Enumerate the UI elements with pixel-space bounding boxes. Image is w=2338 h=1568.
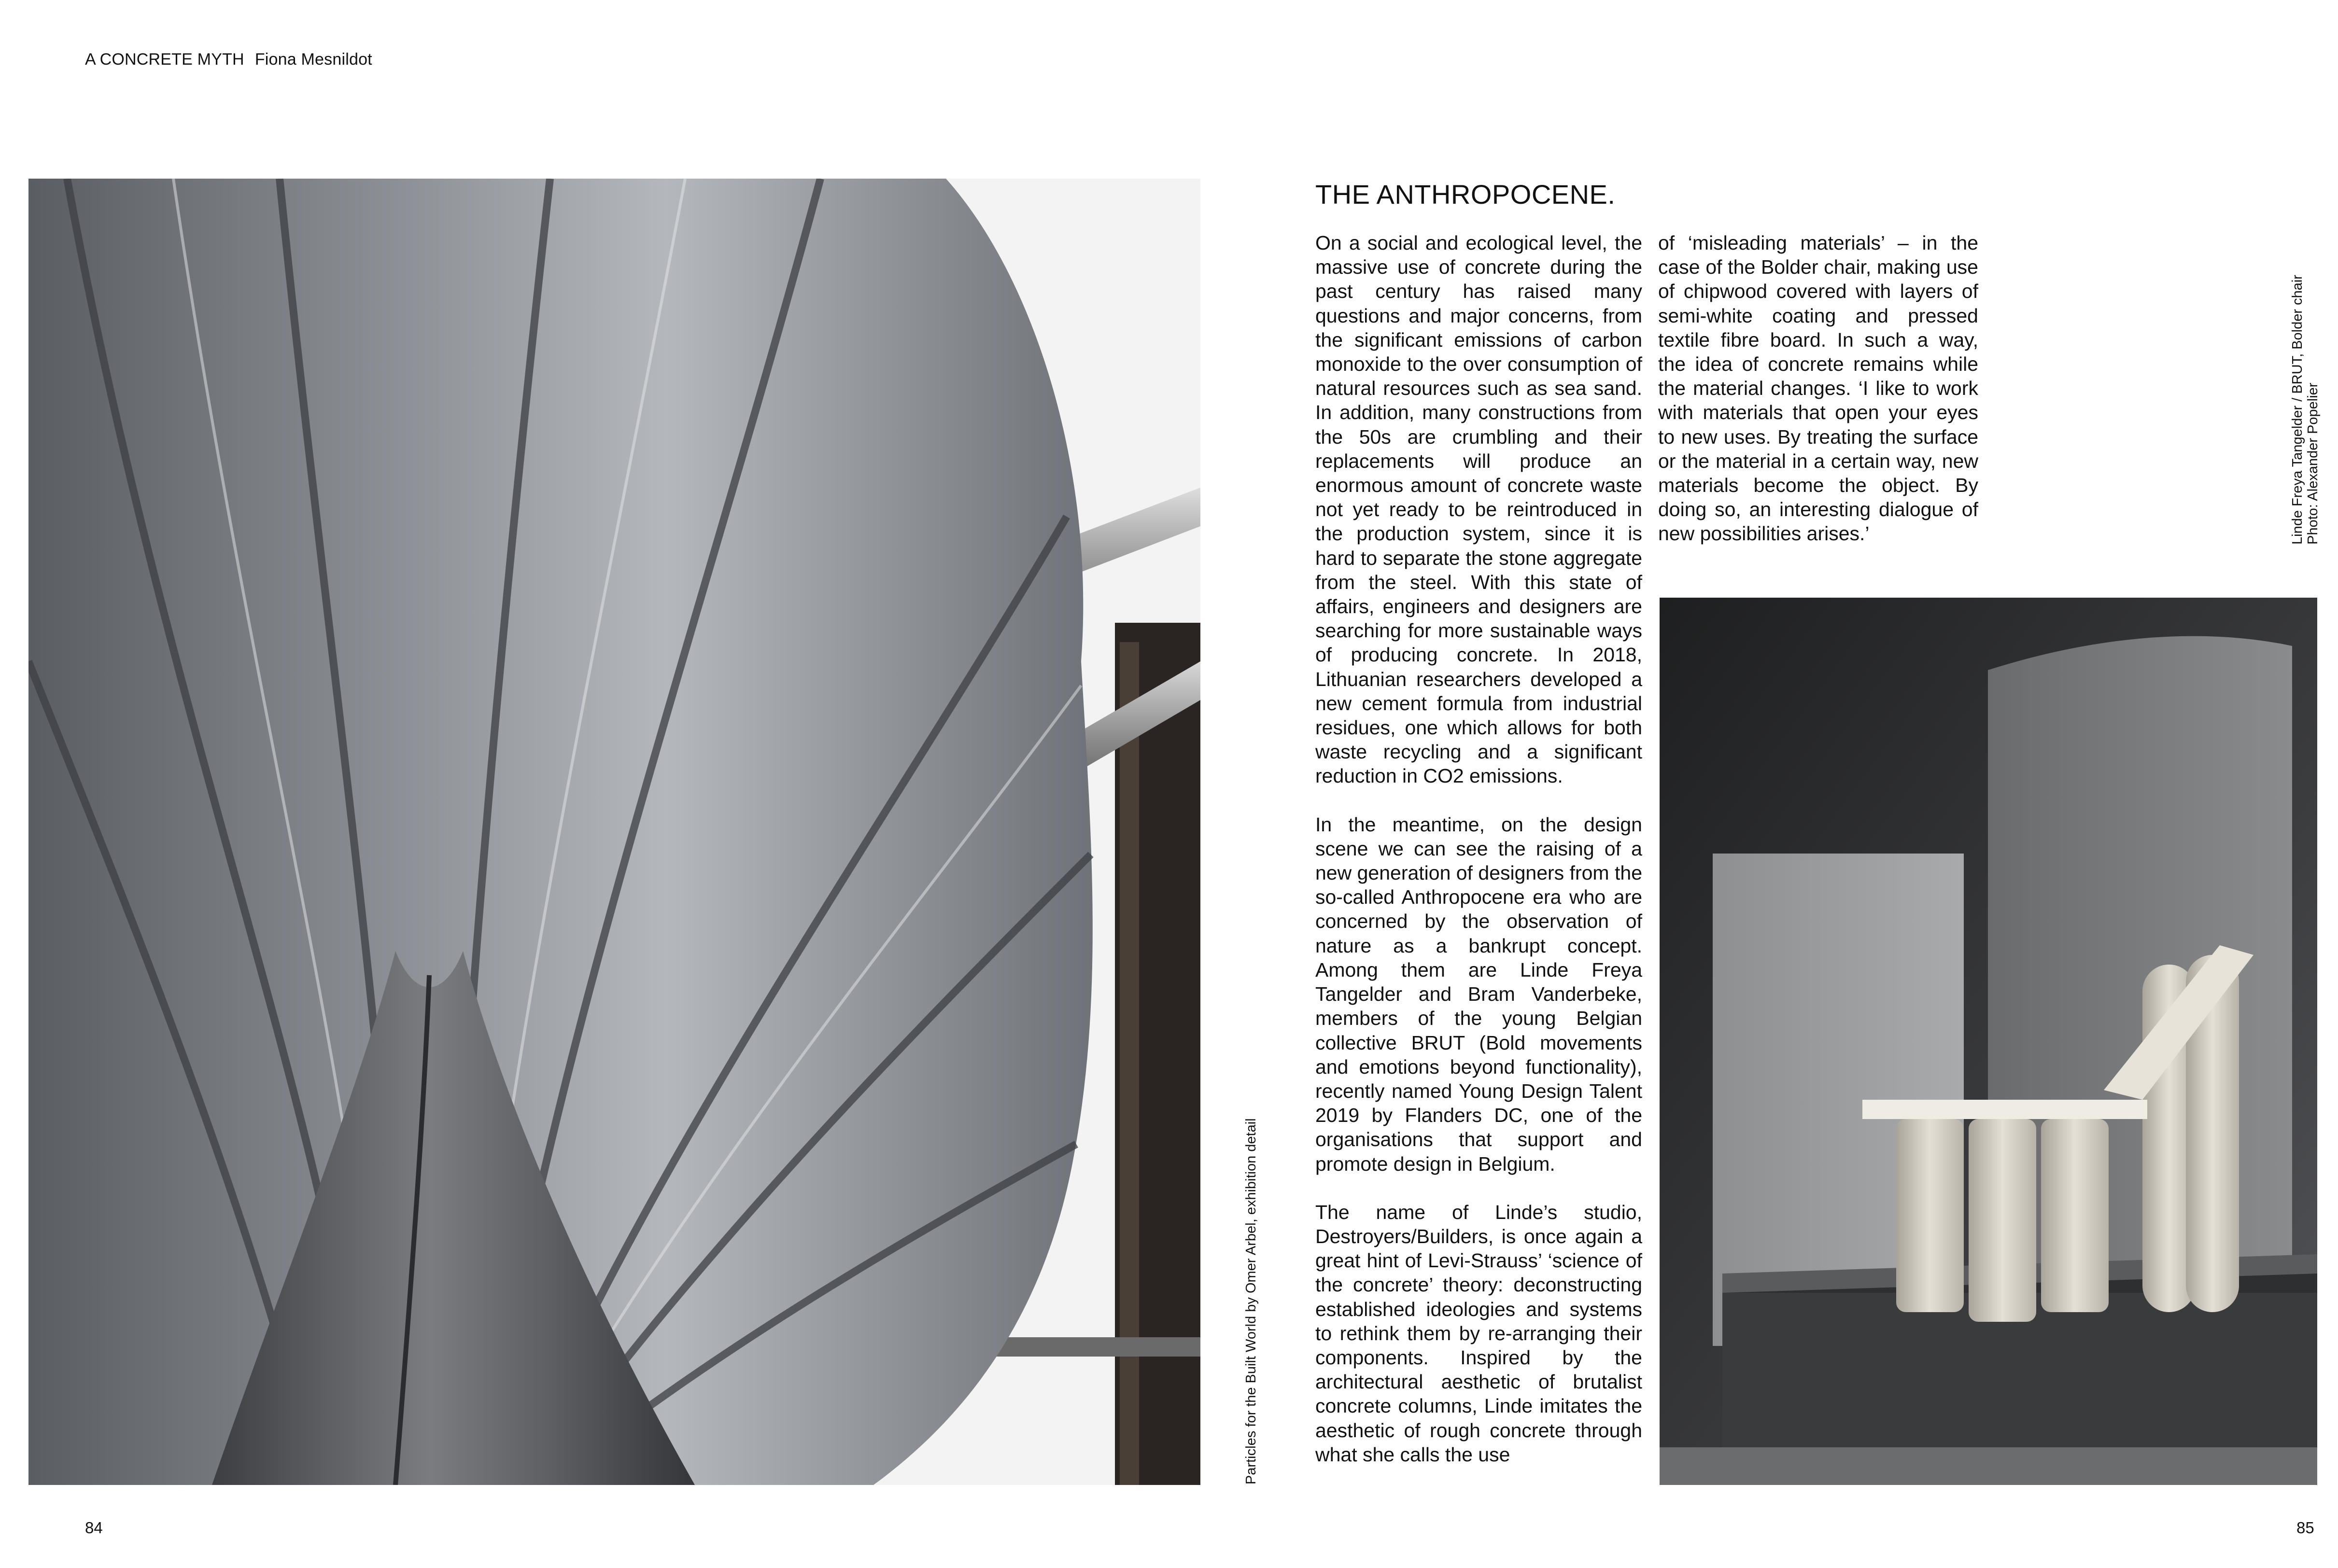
caption-line: Linde Freya Tangelder / BRUT, Bolder chair <box>2290 275 2305 545</box>
concrete-column-illustration <box>28 179 1200 1485</box>
left-photo-caption: Particles for the Built World by Omer Arbel, exhibition detail <box>1243 1118 1259 1484</box>
body-column-2 <box>1658 231 1978 546</box>
section-title: A CONCRETE MYTH <box>85 50 244 69</box>
page-number-right: 85 <box>2296 1519 2314 1537</box>
body-column-1 <box>1315 231 1642 1467</box>
running-header <box>85 50 372 69</box>
page-number-left: 84 <box>85 1519 103 1537</box>
photo-credit: Photo: Alexander Popelier <box>2305 382 2321 545</box>
paragraph: The name of Linde’s studio, Destroyers/Builders, is once again a great hint of Levi-Strauss’ ‘science of the concrete’ theory: deconstructing established ideologies and systems to rethink them by re-arranging their components. Inspired by the architectural aesthetic of brutalist concrete columns, Linde imitates the aesthetic of rough concrete through what she calls the use <box>1315 1201 1642 1466</box>
article-title: THE ANTHROPOCENE. <box>1315 179 1616 210</box>
author-name: Fiona Mesnildot <box>254 50 372 69</box>
photo-concrete-column <box>28 179 1200 1485</box>
right-photo-caption <box>2290 275 2321 545</box>
paragraph: of ‘misleading materials’ – in the case of the Bolder chair, making use of chipwood covered with layers of semi-white coating and pressed textile fibre board. In such a way, the idea of concrete remains while the material changes. ‘I like to work with materials that open your eyes to new uses. By treating the surface or the material in a certain way, new materials become the object. By doing so, an interesting dialogue of new possibilities arises.’ <box>1658 232 1978 545</box>
paragraph: On a social and ecological level, the massive use of concrete during the past century has raised many questions and major concerns, from the significant emissions of carbon monoxide to the over consumption of natural resources such as sea sand. In addition, many constructions from the 50s are crumbling and their replacements will produce an enormous amount of concrete waste not yet ready to be reintroduced in the production system, since it is hard to separate the stone aggregate from the steel. With this state of affairs, engineers and designers are searching for more sustainable ways of producing concrete. In 2018, Lithuanian researchers developed a new cement formula from industrial residues, one which allows for both waste recycling and a significant reduction in CO2 emissions. <box>1315 232 1642 787</box>
photo-bolder-chair <box>1660 598 2317 1485</box>
bolder-chair-illustration <box>1660 598 2317 1485</box>
paragraph: In the meantime, on the design scene we can see the raising of a new generation of designers from the so-called Anthropocene era who are concerned by the observation of nature as a bankrupt concept. Among them are Linde Freya Tangelder and Bram Vanderbeke, members of the young Belgian collective BRUT (Bold movements and emotions beyond functionality), recently named Young Design Talent 2019 by Flanders DC, one of the organisations that support and promote design in Belgium. <box>1315 813 1642 1175</box>
